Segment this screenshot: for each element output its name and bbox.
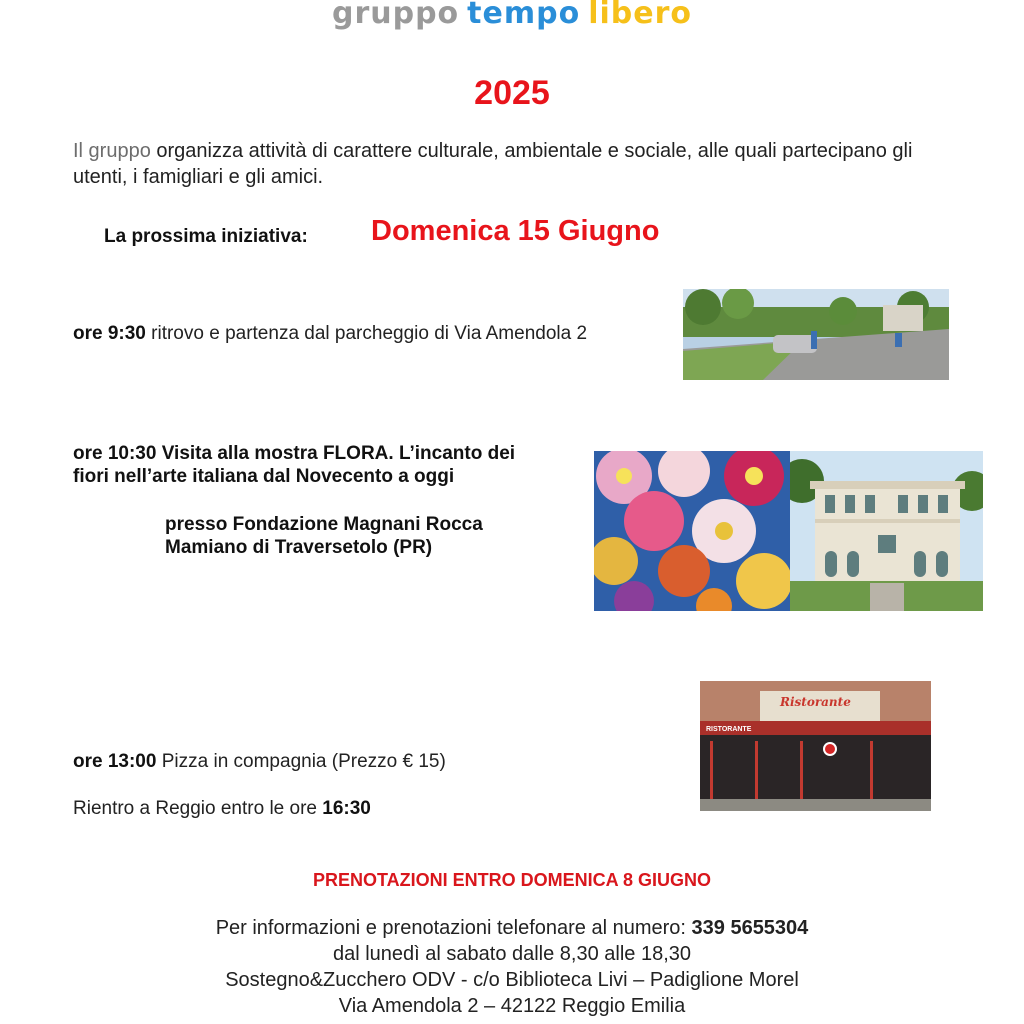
step-lunch (73, 751, 446, 773)
villa-photo (790, 451, 983, 611)
return-time: 16:30 (322, 798, 371, 819)
return-line (73, 798, 371, 820)
contact-phone-prefix: Per informazioni e prenotazioni telefonare al numero: (215, 917, 692, 939)
return-text: Rientro a Reggio entro le ore (73, 798, 323, 819)
step-exhibition-line1: ore 10:30 Visita alla mostra FLORA. L’incanto dei (73, 443, 516, 464)
contact-phone-line (0, 915, 1024, 941)
logo-word-gruppo: gruppo (331, 0, 460, 31)
contact-phone-number[interactable]: 339 5655304 (691, 917, 809, 939)
step-exhibition-line2: fiori nell’arte italiana dal Novecento a oggi (73, 466, 455, 487)
restaurant-sign-name: Ristorante (780, 695, 851, 709)
next-event-date: Domenica 15 Giugno (371, 215, 660, 247)
intro-text: organizza attività di carattere culturale, ambientale e sociale, alle quali partecipano gli utenti, i famigliari e gli amici. (73, 140, 913, 188)
logo-word-tempo: tempo (467, 0, 581, 31)
contact-address: Via Amendola 2 – 42122 Reggio Emilia (338, 995, 686, 1017)
intro-paragraph (73, 138, 933, 190)
restaurant-sign-label: RISTORANTE (706, 726, 752, 733)
step-lunch-time: ore 13:00 (73, 751, 157, 772)
step-lunch-text: Pizza in compagnia (Prezzo € 15) (156, 751, 446, 772)
step-departure-text: ritrovo e partenza dal parcheggio di Via Amendola 2 (145, 323, 588, 344)
next-event-label: La prossima iniziativa: (104, 226, 308, 247)
exhibition-location-line2: Mamiano di Traversetolo (PR) (165, 537, 433, 558)
step-exhibition (73, 442, 515, 488)
exhibition-location (165, 513, 483, 559)
exhibition-location-line1: presso Fondazione Magnani Rocca (165, 514, 483, 535)
logo-word-libero: libero (588, 0, 693, 31)
restaurant-photo (700, 681, 931, 811)
flower-painting-photo (594, 451, 790, 611)
logo-text (0, 0, 1024, 31)
year-heading: 2025 (474, 74, 550, 112)
contact-organization: Sostegno&Zucchero ODV - c/o Biblioteca Livi – Padiglione Morel (225, 969, 799, 991)
contact-hours: dal lunedì al sabato dalle 8,30 alle 18,30 (332, 943, 692, 965)
booking-deadline: PRENOTAZIONI ENTRO DOMENICA 8 GIUGNO (312, 870, 711, 890)
step-departure (73, 323, 587, 345)
parking-photo (683, 289, 949, 380)
intro-group-label: Il gruppo (73, 140, 151, 162)
contact-block (0, 915, 1024, 1019)
step-departure-time: ore 9:30 (73, 323, 146, 344)
